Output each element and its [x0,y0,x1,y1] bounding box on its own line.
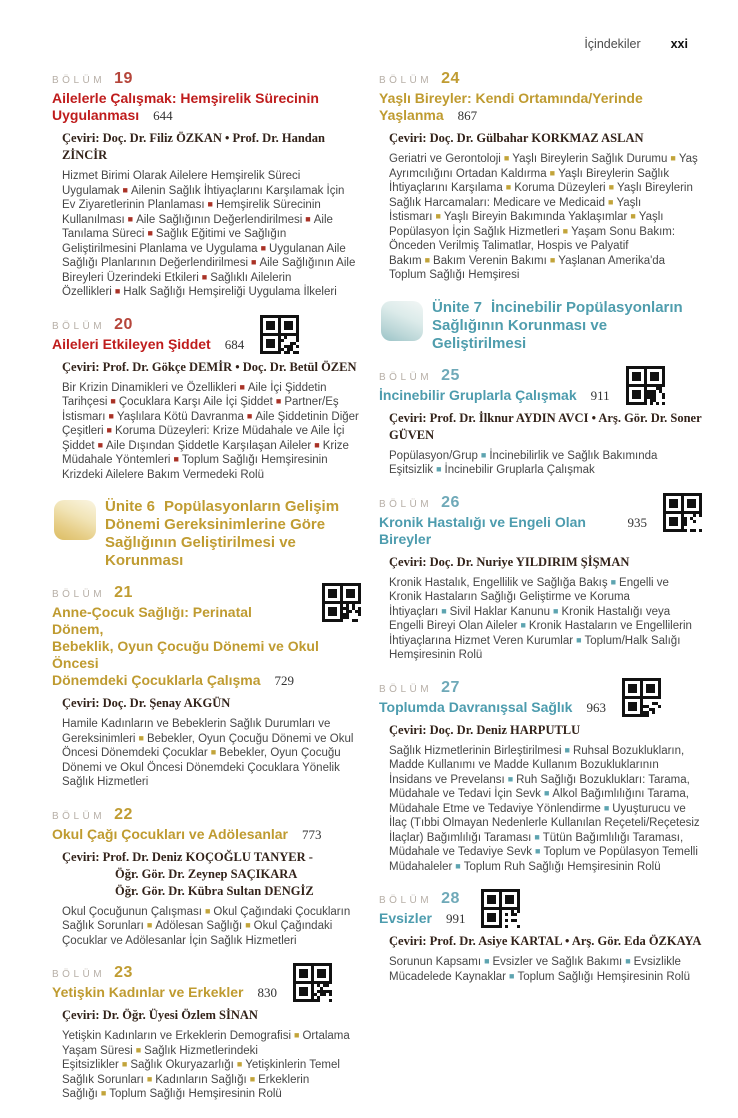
topic-text: Bebekler, Oyun Çocuğu Dönemi ve Okul Öncesi Dönemdeki Çocuklar [62,732,354,759]
topic-text: Sağlıklı Ailelerin Özellikleri [62,271,292,298]
chapter-number: 28 [441,890,460,907]
translator-line: Çeviri: Prof. Dr. İlknur AYDIN AVCI • Arş. Gör. Dr. Soner GÜVEN [389,410,702,442]
bullet-square-icon: ■ [249,1073,256,1084]
chapter-translators [62,130,361,164]
chapter-title [379,699,702,716]
bullet-square-icon: ■ [138,732,144,743]
bullet-square-icon: ■ [576,634,582,645]
topic-text: Bir Krizin Dinamikleri ve Özellikleri [62,381,237,394]
qr-code [293,987,332,997]
bullet-square-icon: ■ [670,153,676,163]
translator-line: Çeviri: Doç. Dr. Şenay AKGÜN [62,696,231,710]
bullet-square-icon: ■ [564,744,570,755]
chapter-page-number: 991 [445,911,466,926]
bullet-square-icon: ■ [201,271,208,282]
translator-line: Çeviri: Prof. Dr. Gökçe DEMİR • Doç. Dr. Betül ÖZEN [62,359,357,374]
qr-code [626,390,665,400]
chapter-label [52,584,361,602]
chapter-title-line [52,826,361,843]
chapter-label [52,316,361,334]
topic-text: Aile Sağlığının Aile Bireyleri Üzerindeki Etkileri [62,257,356,284]
unit-heading-ünite-7 [381,299,702,353]
topic-text: Uyuşturucu ve İlaç (Tıbbi Olmayan Nedenlerle Kullanılan Reçeteli/Reçetesiz İlaçlar) Bağımlılığı Taraması [389,802,700,844]
chapter-title-line [52,90,361,107]
bullet-square-icon: ■ [535,846,541,856]
bullet-square-icon: ■ [97,439,104,450]
bullet-square-icon: ■ [480,449,487,460]
topic-text: Evsizlikle Mücadelede Kaynaklar [389,956,681,983]
bullet-square-icon: ■ [630,211,636,221]
topic-text: Aile Şiddetinin Diğer Çeşitleri [62,410,359,437]
bullet-square-icon: ■ [108,410,114,421]
topic-text: Yaşam Sonu Bakım: Önceden Verilmiş Talimatlar, Hospis ve Palyatif Bakım [389,225,676,267]
bullet-square-icon: ■ [534,831,540,842]
topic-text: Sağlık Hizmetlerindeki Eşitsizlikler [62,1044,258,1071]
chapter-title-line [52,984,361,1001]
bullet-square-icon: ■ [436,464,442,474]
left-column [52,62,361,1118]
unit-blob-icon [381,301,423,341]
chapter-19 [52,70,361,300]
topic-text: Ruhsal Bozuklukların, Madde Kullanımı ve Madde Kullanım Bozukluklarının İnsidans ve Prevelansı [389,744,685,786]
topic-text: Erkeklerin Sağlığı [62,1073,310,1100]
bullet-square-icon: ■ [549,254,556,265]
bullet-square-icon: ■ [503,153,510,163]
topic-text: Engelli ve Kronik Hastaların Sağlığı Geliştirme ve Koruma İhtiyaçları [389,576,669,618]
topic-text: Partner/Eş İstismarı [62,396,339,423]
bullet-square-icon: ■ [251,257,257,267]
chapter-label [379,494,702,512]
qr-code [663,517,702,527]
chapter-word-label: BÖLÜM [379,895,433,906]
chapter-title-text: Yaşlanma [379,107,444,123]
bullet-square-icon: ■ [173,454,179,464]
topic-text: Evsizler ve Sağlık Bakımı [492,956,623,968]
unit-heading-ünite-6 [54,498,361,570]
unit-title [432,299,702,353]
topic-text: Yaşlı Bireylerin Sağlık İhtiyaçlarını Karşılama [389,167,670,194]
chapter-number: 27 [441,678,460,696]
topic-text: İncinebilirlik ve Sağlık Bakımında Eşitsizlik [389,449,658,476]
topic-text: Bebekler, Oyun Çocuğu Dönemi ve Okul Öncesi Dönemdeki Çocuklara Yönelik Sağlık Hizmetleri [62,747,341,788]
chapter-translators [62,849,361,900]
chapter-number: 23 [114,964,133,981]
chapter-number: 26 [441,493,460,511]
bullet-square-icon: ■ [549,167,556,178]
bullet-square-icon: ■ [207,199,213,209]
chapter-translators [389,933,702,950]
chapter-21 [52,584,361,790]
chapter-title-line [52,107,361,124]
chapter-word-label: BÖLÜM [379,75,433,86]
topic-text: Koruma Düzeyleri: Krize Müdahale ve Aile İçi Şiddet [62,425,345,452]
chapter-page-number: 830 [257,985,277,1000]
topic-text: Hamile Kadınların ve Bebeklerin Sağlık Durumları ve Gereksinimleri [62,718,331,745]
unit-title-text: Popülasyonların Gelişim Dönemi Gereksinimlerine Göre Sağlığının Geliştirilmesi ve Korunması [105,498,340,569]
chapter-topics [62,381,361,483]
topic-text: Tütün Bağımlılığı Taraması, Müdahale ve Tedaviye Sevk [389,831,684,858]
chapter-title-text: Kronik Hastalığı ve Engeli Olan Bireyler [379,513,586,547]
topic-text: Kadınların Sağlığı [155,1073,247,1086]
bullet-square-icon: ■ [520,620,526,630]
bullet-square-icon: ■ [305,213,311,224]
bullet-square-icon: ■ [146,920,153,930]
chapter-20 [52,316,361,483]
chapter-translators [389,722,702,739]
bullet-square-icon: ■ [608,182,615,192]
bullet-square-icon: ■ [121,1059,128,1069]
topic-text: Sağlık Okuryazarlığı [130,1059,234,1071]
topic-text: Yaşlı Popülasyon İçin Sağlık Hizmetleri [389,211,664,238]
unit-title [105,498,361,570]
chapter-word-label: BÖLÜM [52,589,106,600]
topic-text: Bakım Verenin Bakımı [433,254,547,267]
bullet-square-icon: ■ [100,1088,107,1098]
chapter-label [379,70,702,88]
bullet-square-icon: ■ [507,773,514,784]
bullet-square-icon: ■ [146,1073,153,1084]
bullet-square-icon: ■ [543,788,550,798]
chapter-title-text: Bebeklik, Oyun Çocuğu Dönemi ve Okul Öncesi [52,638,319,671]
chapter-number: 24 [441,70,460,87]
topic-text: Hemşirelik Sürecinin Kullanılması [62,199,321,226]
chapter-title-text: Toplumda Davranışsal Sağlık [379,698,573,715]
topic-text: Aile Dışından Şiddetle Karşılaşan Aileler [106,439,312,452]
chapter-topics [62,717,361,790]
chapter-translators [389,554,702,571]
topic-text: Koruma Düzeyleri [514,182,606,194]
topic-text: Ailenin Sağlık İhtiyaçlarını Karşılamak İçin Ev Ziyaretlerinin Planlaması [62,184,345,211]
chapter-translators [62,1007,361,1024]
translator-line: Çeviri: Prof. Dr. Deniz KOÇOĞLU TANYER - [62,849,313,864]
chapter-number: 20 [114,315,133,333]
topic-text: Alkol Bağımlılığını Tarama, Müdahale Etme ve Tedaviye Yönlendirme [389,788,689,815]
chapter-word-label: BÖLÜM [379,498,433,510]
bullet-square-icon: ■ [424,254,431,265]
chapter-number: 22 [114,805,133,823]
unit-blob-icon [54,500,96,540]
topic-text: Yaşlılara Kötü Davranma [116,410,244,423]
topic-text: Aile Tanılama Süreci [62,213,333,240]
topic-text: Geriatri ve Gerontoloji [389,153,501,165]
topic-text: Toplum Sağlığı Hemşiresinin Krizdeki Ailelere Bakım Vermedeki Rolü [62,454,328,481]
topic-text: Kronik Hastalığı veya Engelli Bireyi Olan Aileler [389,605,671,632]
topic-text: Yaş Ayrımcılığını Ortadan Kaldırma [389,153,698,180]
topic-text: Kronik Hastaların ve Engellilerin İhtiyaçlarına Hizmet Veren Kurumlar [389,620,692,647]
translator-line: Çeviri: Doç. Dr. Filiz ÖZKAN • Prof. Dr. Handan ZİNCİR [62,131,325,162]
topic-text: Okul Çocuğunun Çalışması [62,905,202,918]
topic-text: Ruh Sağlığı Bozuklukları: Tarama, Müdahale ve Tedavi İçin Sevk [389,773,690,800]
chapter-word-label: BÖLÜM [52,75,106,86]
topic-text: Okul Çağındaki Çocuklar ve Adölesanlar İçin Sağlık Hizmetleri [62,920,333,947]
chapter-title-text: Evsizler [379,910,432,926]
chapter-title-line [379,514,702,548]
bullet-square-icon: ■ [260,242,267,253]
chapter-title-line [52,672,361,689]
chapter-25 [379,367,702,478]
chapter-page-number: 684 [224,336,245,352]
bullet-square-icon: ■ [245,920,251,930]
chapter-title-text: Uygulanması [52,107,140,123]
topic-text: Çocuklara Karşı Aile İçi Şiddet [118,396,273,408]
bullet-square-icon: ■ [441,605,447,616]
qr-code [622,702,661,712]
chapter-page-number: 935 [627,514,647,530]
header-page-number: xxi [670,37,688,51]
topic-text: İncinebilir Gruplarla Çalışmak [444,464,595,476]
bullet-square-icon: ■ [122,184,128,195]
translator-line: Öğr. Gör. Dr. Zeynep SAÇIKARA [115,866,298,881]
bullet-square-icon: ■ [610,576,617,587]
chapter-topics [389,576,702,663]
topic-text: Sağlık Hizmetlerinin Birleştirilmesi [389,744,562,757]
chapter-title [52,826,361,843]
bullet-square-icon: ■ [236,1059,243,1069]
chapter-title-line [52,638,361,672]
chapter-title-line [379,699,702,716]
bullet-square-icon: ■ [210,747,217,757]
chapter-number: 25 [441,366,460,384]
topic-text: Popülasyon/Grup [389,449,478,462]
topic-text: Yaşlı İstismarı [389,196,642,223]
bullet-square-icon: ■ [603,802,610,813]
chapter-word-label: BÖLÜM [52,969,106,980]
translator-line: Çeviri: Doç. Dr. Gülbahar KORKMAZ ASLAN [389,131,644,145]
bullet-square-icon: ■ [147,228,153,238]
chapter-topics [389,449,702,478]
topic-text: Sağlık Eğitimi ve Sağlığın Geliştirilmesini Planlama ve Uygulama [62,228,287,255]
chapter-page-number: 963 [586,699,606,715]
bullet-square-icon: ■ [553,605,559,616]
chapter-title-text: Okul Çağı Çocukları ve Adölesanlar [52,825,289,842]
chapter-title-line [52,604,361,638]
chapter-title [52,604,361,689]
chapter-label [52,806,361,824]
bullet-square-icon: ■ [127,213,134,224]
topic-text: Toplum ve Popülasyon Temelli Müdahaleler [389,846,698,873]
bullet-square-icon: ■ [608,196,614,207]
chapter-22 [52,806,361,949]
chapter-word-label: BÖLÜM [379,683,433,695]
chapter-title [379,514,702,548]
bullet-square-icon: ■ [625,956,631,966]
chapter-27 [379,679,702,875]
bullet-square-icon: ■ [562,225,569,236]
qr-code [481,913,520,923]
qr-code [260,339,299,349]
translator-line: Çeviri: Doç. Dr. Deniz HARPUTLU [389,722,581,737]
topic-text: Yaşlı Bireylerin Sağlık Harcamaları: Medicare ve Medicaid [389,182,693,209]
topic-text: Okul Çağındaki Çocukların Sağlık Sorunları [62,905,351,932]
chapter-word-label: BÖLÜM [52,810,106,822]
chapter-topics [62,169,361,300]
bullet-square-icon: ■ [435,211,441,221]
chapter-topics [389,955,702,984]
chapter-translators [62,359,361,376]
toc-columns [52,62,702,1118]
chapter-translators [389,410,702,444]
chapter-topics [389,744,702,875]
chapter-23 [52,964,361,1102]
translator-line: Çeviri: Dr. Öğr. Üyesi Özlem SİNAN [62,1008,258,1022]
bullet-square-icon: ■ [484,956,490,966]
topic-text: Sivil Haklar Kanunu [449,605,551,618]
chapter-topics [62,905,361,949]
bullet-square-icon: ■ [505,182,512,192]
chapter-24 [379,70,702,283]
chapter-page-number: 729 [274,673,295,688]
topic-text: Adölesan Sağlığı [155,920,243,932]
page-header [584,37,688,51]
header-section-title: İçindekiler [584,37,641,51]
chapter-26 [379,494,702,663]
chapter-label [379,890,702,908]
chapter-28 [379,890,702,984]
chapter-title-text: Dönemdeki Çocuklarla Çalışma [52,672,261,688]
chapter-title-text: Aileleri Etkileyen Şiddet [52,335,211,352]
topic-text: Sorunun Kapsamı [389,956,482,968]
chapter-title-line [52,336,361,353]
unit-title-text: İncinebilir Popülasyonların Sağlığının Korunması ve Geliştirilmesi [432,298,683,352]
unit-label: Ünite 6 [105,498,156,515]
chapter-title [52,984,361,1001]
chapter-topics [389,152,702,283]
bullet-square-icon: ■ [114,286,121,296]
topic-text: Yaşlı Bireylerin Sağlık Durumu [512,153,668,165]
bullet-square-icon: ■ [509,970,515,981]
chapter-page-number: 867 [457,108,478,123]
bullet-square-icon: ■ [455,860,461,871]
chapter-title [379,910,702,927]
chapter-page-number: 911 [590,387,610,403]
translator-line: Çeviri: Doç. Dr. Nuriye YILDIRIM ŞİŞMAN [389,554,630,569]
chapter-translators [389,130,702,147]
chapter-translators [62,695,361,712]
topic-text: Toplum Ruh Sağlığı Hemşiresinin Rolü [463,860,661,873]
chapter-title-line [379,910,702,927]
topic-text: Yaşlanan Amerika'da Toplum Sağlığı Hemşiresi [389,254,666,281]
topic-text: Aile İçi Şiddetin Tarihçesi [62,381,327,408]
topic-text: Kronik Hastalık, Engellilik ve Sağlığa Bakış [389,576,608,589]
topic-text: Hizmet Birimi Olarak Ailelere Hemşirelik Süreci Uygulamak [62,170,301,197]
bullet-square-icon: ■ [135,1044,142,1055]
chapter-label [52,70,361,88]
chapter-title-line [379,107,702,124]
bullet-square-icon: ■ [275,396,282,406]
right-column [379,62,702,1118]
qr-code [322,607,361,617]
bullet-square-icon: ■ [314,439,320,450]
topic-text: Halk Sağlığı Hemşireliği Uygulama İlkeleri [123,286,337,298]
chapter-title-text: Yaşlı Bireyler: Kendi Ortamında/Yerinde [379,90,643,106]
chapter-number: 21 [114,584,133,601]
topic-text: Toplum Sağlığı Hemşiresinin Rolü [109,1088,282,1100]
topic-text: Aile Sağlığının Değerlendirilmesi [136,213,303,226]
bullet-square-icon: ■ [294,1030,300,1040]
unit-label: Ünite 7 [432,298,483,316]
topic-text: Toplum/Halk Salığı Hemşiresinin Rolü [389,634,681,661]
chapter-title-text: Ailelerle Çalışmak: Hemşirelik Sürecinin [52,90,319,106]
chapter-number: 19 [114,70,133,87]
bullet-square-icon: ■ [110,396,116,406]
topic-text: Uygulanan Aile Sağlığı Planlarının Değerlendirilmesi [62,242,346,269]
bullet-square-icon: ■ [106,425,112,435]
chapter-title [52,336,361,353]
translator-line: Öğr. Gör. Dr. Kübra Sultan DENGİZ [115,883,314,898]
chapter-title [379,387,702,404]
topic-text: Toplum Sağlığı Hemşiresinin Rolü [517,970,691,983]
chapter-title-line [379,90,702,107]
chapter-word-label: BÖLÜM [379,371,433,383]
chapter-title [52,90,361,124]
chapter-title-text: İncinebilir Gruplarla Çalışmak [379,386,577,403]
chapter-title-text: Yetişkin Kadınlar ve Erkekler [52,984,244,1000]
topic-text: Yetişkinlerin Temel Sağlık Sorunları [62,1059,340,1086]
chapter-title [379,90,702,124]
topic-text: Krize Müdahale Yöntemleri [62,439,349,466]
chapter-page-number: 773 [302,826,322,842]
chapter-word-label: BÖLÜM [52,320,106,332]
topic-text: Yetişkin Kadınların ve Erkeklerin Demografisi [62,1030,292,1042]
topic-text: Ortalama Yaşam Süresi [62,1030,350,1057]
chapter-title-line [379,387,702,404]
topic-text: Yaşlı Bireyin Bakımında Yaklaşımlar [443,211,628,223]
translator-line: Çeviri: Prof. Dr. Asiye KARTAL • Arş. Gör. Eda ÖZKAYA [389,934,702,948]
bullet-square-icon: ■ [246,410,253,421]
chapter-topics [62,1029,361,1102]
chapter-page-number: 644 [153,108,173,123]
chapter-title-text: Anne-Çocuk Sağlığı: Perinatal Dönem, [52,604,252,637]
bullet-square-icon: ■ [204,905,211,916]
bullet-square-icon: ■ [239,381,245,392]
